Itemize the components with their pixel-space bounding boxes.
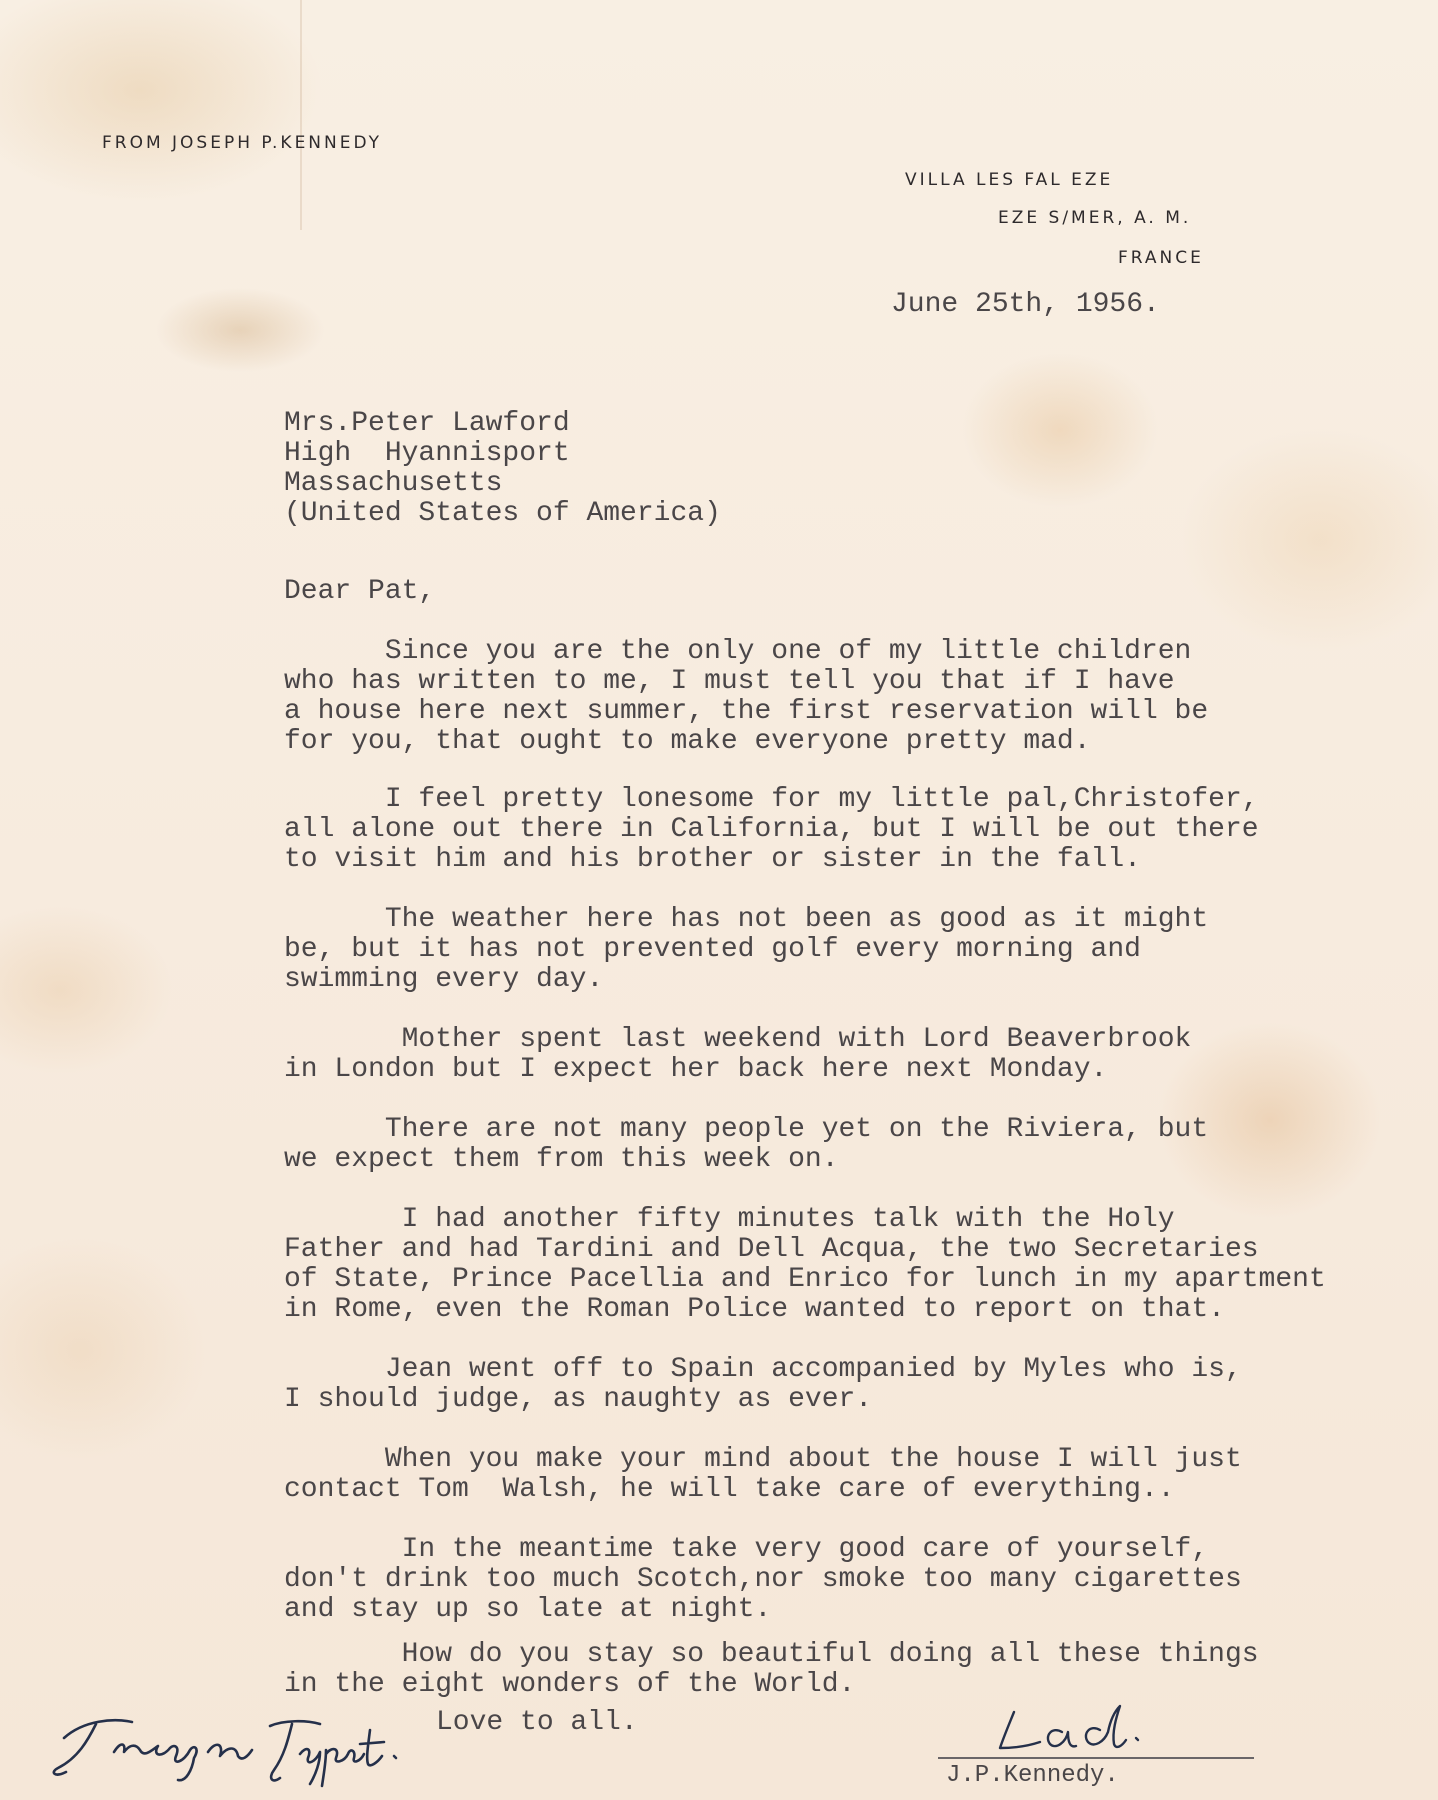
paragraph-6 [284, 1205, 1326, 1325]
salutation: Dear Pat, [284, 576, 436, 607]
paragraph-7 [284, 1355, 1242, 1415]
recipient-address-line: Mrs.Peter Lawford [284, 408, 570, 439]
paragraph-line: we expect them from this week on. [284, 1144, 839, 1175]
paragraph-line: Jean went off to Spain accompanied by Myles who is, [284, 1354, 1242, 1385]
letterhead-from-line: FROM JOSEPH P.KENNEDY [102, 133, 383, 153]
paragraph-line: contact Tom Walsh, he will take care of everything.. [284, 1474, 1175, 1505]
paragraph-line: I should judge, as naughty as ever. [284, 1384, 873, 1415]
paragraph-line: There are not many people yet on the Riviera, but [284, 1114, 1209, 1145]
paragraph-4 [284, 1025, 1191, 1085]
paragraph-3 [284, 905, 1208, 995]
paragraph-line: a house here next summer, the first reservation will be [284, 696, 1209, 727]
paragraph-line: Father and had Tardini and Dell Acqua, the two Secretaries [284, 1234, 1259, 1265]
paragraph-line: for you, that ought to make everyone pretty mad. [284, 726, 1091, 757]
paper-fold-crease [300, 0, 302, 230]
paragraph-line: Since you are the only one of my little children [284, 636, 1192, 667]
recipient-address-line: (United States of America) [284, 498, 721, 529]
handwritten-margin-note-drawing [44, 1700, 424, 1790]
paragraph-line: to visit him and his brother or sister in the fall. [284, 844, 1141, 875]
paragraph-line: in Rome, even the Roman Police wanted to report on that. [284, 1294, 1225, 1325]
paragraph-line: The weather here has not been as good as it might [284, 904, 1209, 935]
paragraph-line: In the meantime take very good care of yourself, [284, 1534, 1209, 1565]
paragraph-10 [284, 1640, 1259, 1700]
paragraph-9 [284, 1535, 1242, 1625]
paragraph-line: When you make your mind about the house I will just [284, 1444, 1242, 1475]
paragraph-line: all alone out there in California, but I will be out there [284, 814, 1259, 845]
paragraph-5 [284, 1115, 1208, 1175]
closing: Love to all. [436, 1707, 638, 1738]
paragraph-line: in the eight wonders of the World. [284, 1669, 856, 1700]
letterhead-address-line-3: FRANCE [1118, 248, 1204, 268]
paragraph-line: who has written to me, I must tell you that if I have [284, 666, 1175, 697]
paragraph-line: Mother spent last weekend with Lord Beaverbrook [284, 1024, 1192, 1055]
paragraph-line: I feel pretty lonesome for my little pal,Christofer, [284, 784, 1259, 815]
paragraph-line: swimming every day. [284, 964, 604, 995]
paragraph-2 [284, 785, 1259, 875]
paragraph-line: don't drink too much Scotch,nor smoke too many cigarettes [284, 1564, 1242, 1595]
paragraph-line: and stay up so late at night. [284, 1594, 772, 1625]
paragraph-line: I had another fifty minutes talk with the Holy [284, 1204, 1175, 1235]
recipient-address-line: Massachusetts [284, 468, 503, 499]
recipient-address-line: High Hyannisport [284, 438, 570, 469]
typed-signature: J.P.Kennedy. [946, 1762, 1119, 1789]
letter-date: June 25th, 1956. [891, 289, 1160, 320]
paragraph-8 [284, 1445, 1242, 1505]
letterhead-address-line-1: VILLA LES FAL EZE [905, 170, 1114, 190]
paragraph-1 [284, 637, 1208, 757]
signature-line [938, 1757, 1254, 1759]
recipient-address [284, 409, 721, 529]
paragraph-line: of State, Prince Pacellia and Enrico for lunch in my apartment [284, 1264, 1326, 1295]
handwritten-signature-drawing [980, 1698, 1180, 1764]
letterhead-address-line-2: EZE S/MER, A. M. [998, 208, 1192, 228]
paragraph-line: be, but it has not prevented golf every morning and [284, 934, 1141, 965]
paragraph-line: in London but I expect her back here next Monday. [284, 1054, 1108, 1085]
paragraph-line: How do you stay so beautiful doing all these things [284, 1639, 1259, 1670]
